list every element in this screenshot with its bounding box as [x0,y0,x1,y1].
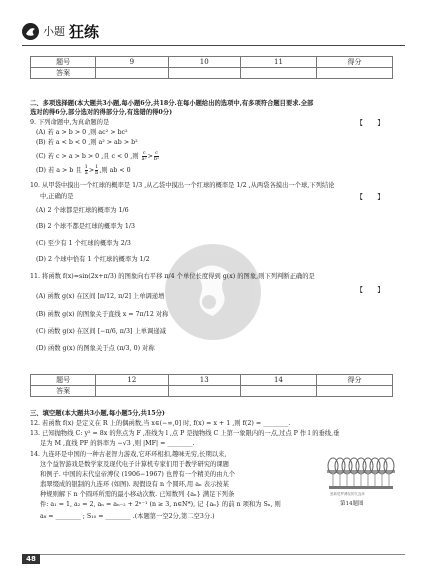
fraction: $\frac{1}{a}$ [84,164,88,176]
q9-option-a: (A) 若 a > b > 0 ,则 ac² > bc² [36,129,128,136]
q10-stem-cont: 中,正确的是 [40,193,74,200]
score-blank[interactable] [316,68,392,79]
fraction: $\frac{c}{\text{a²}}$ [141,150,147,162]
figure-subcaption: 爱新觉罗溥仪的九连环 [330,492,365,496]
table-cell: 10 [168,57,240,68]
q9-option-b: (B) 若 a < b < 0 ,则 a² > ab > b² [36,139,138,146]
table-cell: 14 [240,375,316,386]
q9-option-d: (D) 若 a > b 且 $\frac{1}{a}$ > $\frac{1}{b}$ ,则 ab < 0 [36,164,131,176]
q14-line2: 这个益智游戏是数学家及现代电子计算机专家们用于教学研究的课题 [40,461,229,468]
table-cell: 得分 [316,57,392,68]
q13-line1: 13. 已知抛物线 C: y² = 8x 的焦点为 F ,准线为 l ,点 P 是抛物线 C 上第一象限内的一点,过点 P 作 l 的垂线,垂 [30,430,340,437]
answer-blank[interactable] [96,386,168,397]
q14-line3: 和例子. 中国的末代皇帝溥仪 (1906−1967) 也曾有一个精美的由九个 [40,471,236,478]
logo-icon [22,23,39,40]
footer-rule [22,554,405,555]
q11-option-b: (B) 函数 g(x) 的图象关于直线 x = 7π/12 对称 [36,311,169,318]
q10-bracket: 【 】 [356,193,391,201]
q13-line2: 足为 M ,直线 PF 的斜率为 −√3 ,则 |MF| = ________. [40,440,195,447]
answer-table-1 [30,56,393,79]
section-title: 三、填空题(本大题共3小题,每小题5分,共15分) [30,410,165,417]
q9-option-d-text: (D) 若 a > b 且 [36,167,82,174]
score-blank[interactable] [316,386,392,397]
q11-option-d: (D) 函数 g(x) 的图象关于点 (π/3, 0) 对称 [36,345,155,352]
table-cell: 答案 [31,386,96,397]
table-cell: 题号 [31,57,96,68]
q10-option-c: (C) 至少有 1 个红球的概率为 2/3 [36,240,131,247]
table-cell: 13 [168,375,240,386]
q10-option-d: (D) 2 个球中恰有 1 个红球的概率为 1/2 [36,256,150,263]
answer-blank[interactable] [168,386,240,397]
q9-stem: 9. 下列命题中,为真命题的是 [30,119,110,126]
table-cell: 9 [96,57,168,68]
answer-blank[interactable] [168,68,240,79]
header-title: 狂练 [69,22,100,41]
q10-option-a: (A) 2 个球都是红球的概率为 1/6 [36,207,129,214]
answer-blank[interactable] [96,68,168,79]
q11-stem: 11. 将函数 f(x)=sin(2x+π/3) 的图象向右平移 π/4 个单位长度得到 g(x) 的图象,则下列判断正确的是 [30,273,315,280]
q14-line5: 种规则解下 n 个圆环所需的最小移动次数. 已知数列 {aₙ} 满足下列条 [40,491,235,498]
answer-blank[interactable] [240,68,316,79]
fraction: $\frac{c}{\text{b²}}$ [153,150,160,162]
nine-rings-figure [325,452,397,492]
header-rule [22,45,405,46]
q9-bracket: 【 】 [356,119,391,127]
header [22,18,99,44]
table-cell: 12 [96,375,168,386]
q14-line4: 翡翠缀成的银制的九连环 (如图). 现假设有 n 个圆环,用 aₙ 表示按某 [40,481,229,488]
q11-option-a: (A) 函数 g(x) 在区间 [π/12, π/2] 上单调递增 [36,293,165,300]
q14-line7: a₈ = ________ ; S₁₀ = ________ .(本题第一空2分,第二空3分.) [40,513,215,520]
figure-caption: 第14题图 [340,501,364,507]
watermark-logo-icon [165,244,261,340]
q11-option-c: (C) 函数 g(x) 在区间 [−π/6, π/3] 上单调递减 [36,328,166,335]
q10-option-b: (B) 2 个球不都是红球的概率为 1/3 [36,223,135,230]
q11-bracket: 【 】 [356,286,391,294]
header-small: 小题 [43,25,65,38]
answer-blank[interactable] [240,386,316,397]
fraction: $\frac{1}{b}$ [95,164,99,176]
q9-option-c: (C) 若 c > a > b > 0 ,且 c < 0 ,则 $\frac{c}{\text{a²}}$ > $\frac{c}{\text{b²}}$ [36,150,160,162]
q10-stem: 10. 从甲袋中摸出一个红球的概率是 1/3 ,从乙袋中摸出一个红球的概率是 1/2 ,从两袋各摸出一个球,下列结论 [30,182,335,189]
q12-text: 12. 若函数 f(x) 是定义在 R 上的偶函数,当 x∈(−∞,0] 时, f(x) = x + 1 ,则 f(2) = ________. [30,420,291,427]
q14-line1: 14. 九连环是中国的一种古老智力游戏,它环环相扣,趣味无穷,长期以来, [30,451,227,458]
table-cell: 得分 [316,375,392,386]
page-number: 48 [22,554,40,564]
table-cell: 题号 [31,375,96,386]
q9-option-c-text: (C) 若 c > a > b > 0 ,且 c < 0 ,则 [36,153,139,160]
section-title-cont: 选对的得6分,部分选对的得部分分,有选错的得0分) [30,109,173,116]
section-title: 二、多项选择题(本大题共3小题,每小题6分,共18分.在每小题给出的选项中,有多项符合题目要求.全部 [30,100,314,107]
answer-table-2 [30,374,393,397]
table-cell: 11 [240,57,316,68]
q14-line6: 件: a₁ = 1, a₂ = 2, aₙ = aₙ₋₂ + 2ⁿ⁻¹ (n ≥ 3, n∈N*), 记 {aₙ} 的前 n 项和为 Sₙ, 则 [40,501,281,508]
table-cell: 答案 [31,68,96,79]
